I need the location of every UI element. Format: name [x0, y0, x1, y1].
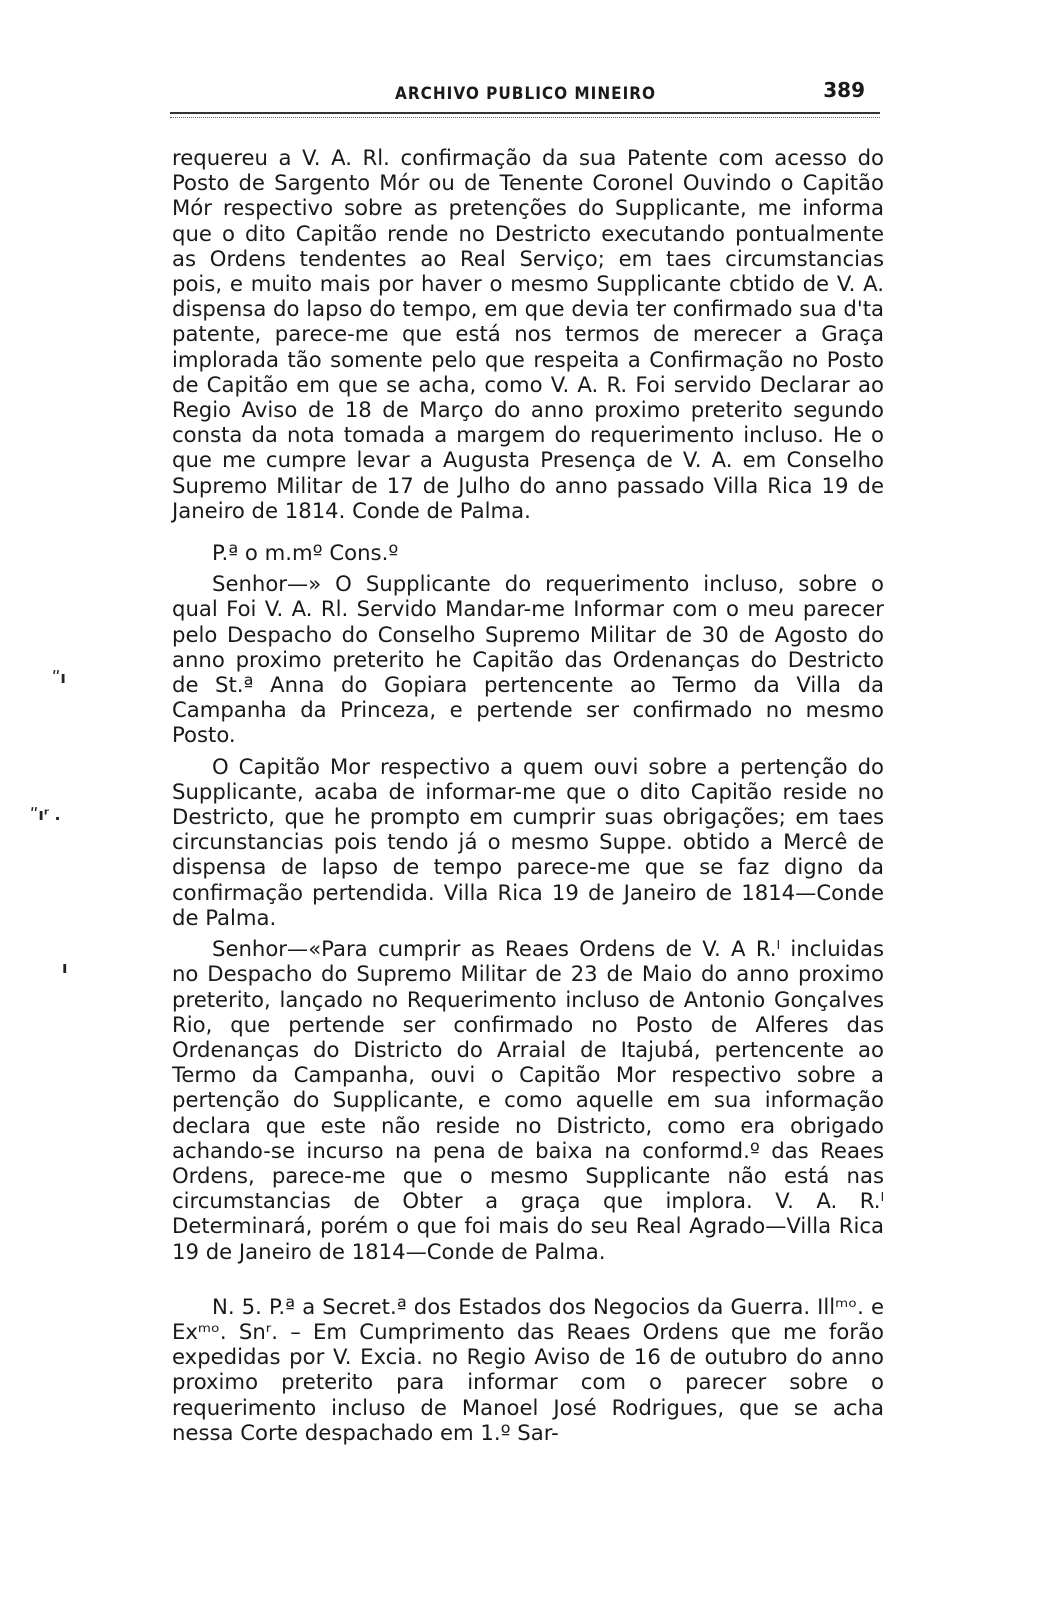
margin-mark: ı: [62, 958, 68, 977]
running-header: [165, 70, 885, 110]
header-rule: [170, 112, 880, 118]
margin-mark: ʺı: [52, 668, 66, 687]
running-title: ARCHIVO PUBLICO MINEIRO: [395, 84, 657, 104]
page-number: 389: [823, 78, 865, 102]
paragraph: N. 5. P.ª a Secret.ª dos Estados dos Negocios da Guerra. Illᵐᵒ. e Exᵐᵒ. Snʳ. – Em Cumprimento das Reaes Ordens que me forão expedidas por V. Excia. no Regio Aviso de 16 de outubro do anno proximo preterito para informar com o parecer sobre o requerimento incluso de Manoel José Rodrigues, que se acha nessa Corte despachado em 1.º Sar-: [172, 1293, 884, 1445]
body-text: [172, 145, 884, 1445]
margin-mark: ʺıʳ .: [30, 805, 61, 824]
paragraph-heading: P.ª o m.mº Cons.º: [212, 540, 399, 566]
paragraph: requereu a V. A. Rl. confirmação da sua Patente com acesso do Posto de Sargento Mór ou de Tenente Coronel Ouvindo o Capitão Mór respectivo sobre as pretenções do Supplicante, me informa que o dito Capitão rende no Destricto executando pontualmente as Ordens tendentes ao Real Serviço; em taes circumstancias pois, e muito mais por haver o mesmo Supplicante cbtido de V. A. dispensa do lapso do tempo, em que devia ter confirmado sua d'ta patente, parece-me que está nos termos de merecer a Graça implorada tão somente pelo que respeita a Confirmação no Posto de Capitão em que se acha, como V. A. R. Foi servido Declarar ao Regio Aviso de 18 de Março do anno proximo preterito segundo consta da nota tomada a margem do requerimento incluso. He o que me cumpre levar a Augusta Presença de V. A. em Conselho Supremo Militar de 17 de Julho do anno passado Villa Rica 19 de Janeiro de 1814. Conde de Palma.: [172, 145, 884, 523]
paragraph: Senhor—«Para cumprir as Reaes Ordens de V. A R.ˡ incluidas no Despacho do Supremo Militar de 23 de Maio do anno proximo preterito, lançado no Requerimento incluso de Antonio Gonçalves Rio, que pertende ser confirmado no Posto de Alferes das Ordenanças do Districto do Arraial de Itajubá, pertencente ao Termo da Campanha, ouvi o Capitão Mor respectivo sobre a pertenção do Supplicante, e como aquelle em sua informação declara que este não reside no Districto, como era obrigado achando-se incurso na pena de baixa na conformd.º das Reaes Ordens, parece-me que o mesmo Supplicante não está nas circumstancias de Obter a graça que implora. V. A. R.ˡ Determinará, porém o que foi mais do seu Real Agrado—Villa Rica 19 de Janeiro de 1814—Conde de Palma.: [172, 936, 884, 1264]
paragraph: O Capitão Mor respectivo a quem ouvi sobre a pertenção do Supplicante, acaba de informar-me que o dito Capitão reside no Destricto, que he prompto em cumprir suas obrigações; em taes circunstancias pois tendo já o mesmo Suppe. obtido a Mercê de dispensa de lapso de tempo parece-me que se faz digno da confirmação pertendida. Villa Rica 19 de Janeiro de 1814—Conde de Palma.: [172, 753, 884, 930]
paragraph: Senhor—» O Supplicante do requerimento incluso, sobre o qual Foi V. A. Rl. Servido Mandar-me Informar com o meu parecer pelo Despacho do Conselho Supremo Militar de 30 de Agosto do anno proximo preterito he Capitão das Ordenanças do Destricto de St.ª Anna do Gopiara pertencente ao Termo da Villa da Campanha da Princeza, e pertende ser confirmado no mesmo Posto.: [172, 571, 884, 748]
